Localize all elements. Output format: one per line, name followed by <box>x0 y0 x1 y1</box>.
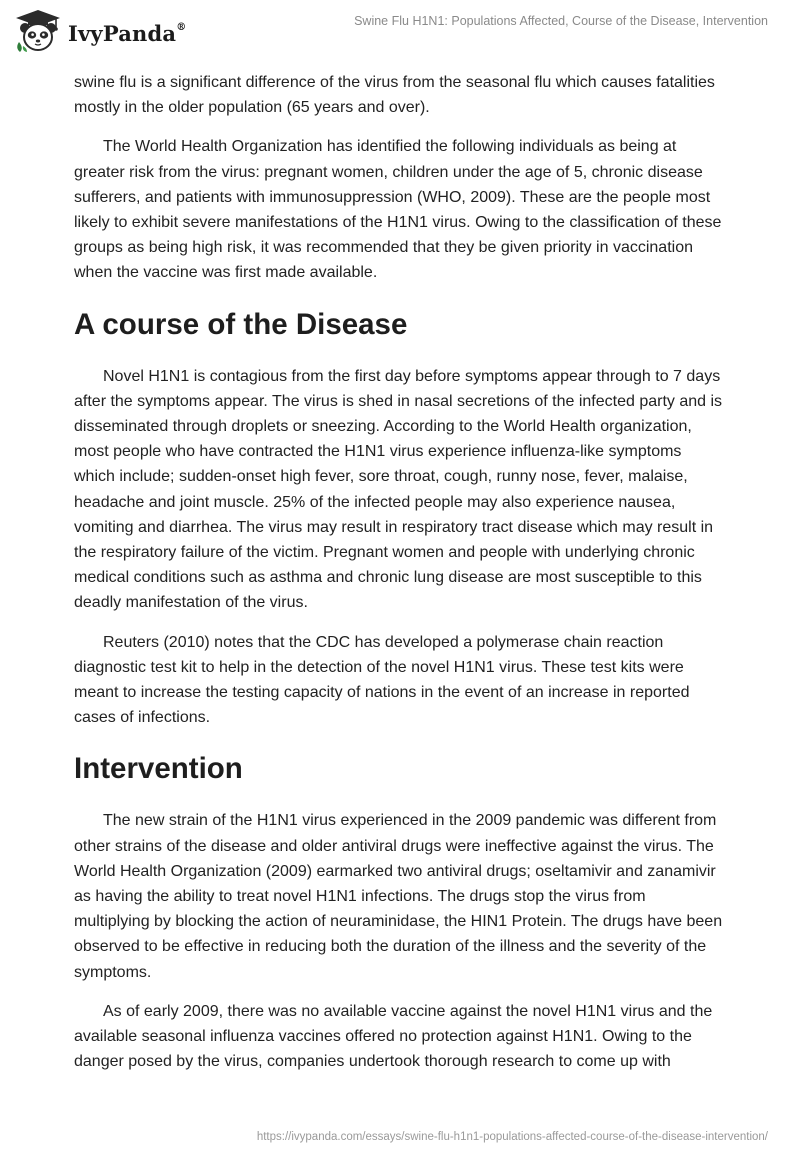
paragraph-1: swine flu is a significant difference of the virus from the seasonal flu which causes fatalities mostly in the older population (65 years and over). <box>74 74 715 117</box>
brand-name-text: IvyPanda <box>68 20 177 46</box>
document-title: Swine Flu H1N1: Populations Affected, Course of the Disease, Intervention <box>354 14 768 28</box>
source-url[interactable]: https://ivypanda.com/essays/swine-flu-h1n1-populations-affected-course-of-the-disease-intervention/ <box>256 1131 768 1143</box>
paragraph-4: Reuters (2010) notes that the CDC has developed a polymerase chain reaction diagnostic test kit to help in the detection of the novel H1N1 virus. These test kits were meant to increase the testing capacity of nations in the event of an increase in reported cases of infections. <box>74 633 690 727</box>
ivypanda-logo[interactable] <box>14 8 186 54</box>
paragraph-5: The new strain of the H1N1 virus experienced in the 2009 pandemic was different from other strains of the disease and older antiviral drugs were ineffective against the virus. The World Health Organization (2009) earmarked two antiviral drugs; oseltamivir and zanamivir as having the ability to treat novel H1N1 infections. The drugs stop the virus from multiplying by blocking the action of neuraminidase, the HIN1 Protein. The drugs have been observed to be effective in reducing both the duration of the illness and the severity of the symptoms. <box>74 812 723 981</box>
heading-course-of-disease: A course of the Disease <box>74 307 408 341</box>
paragraph-3: Novel H1N1 is contagious from the first day before symptoms appear through to 7 days after the symptoms appear. The virus is shed in nasal secretions of the infected party and is disseminated through droplets or sneezing. According to the World Health organization, most people who have contracted the H1N1 virus experience influenza-like symptoms which include; sudden-onset high fever, sore throat, cough, runny nose, fever, malaise, headache and joint muscle. 25% of the infected people may also experience nausea, vomiting and diarrhea. The virus may result in respiratory tract disease which may result in the respiratory failure of the victim. Pregnant women and people with underlying chronic medical conditions such as asthma and chronic lung disease are most susceptible to this deadly manifestation of the virus. <box>74 367 723 612</box>
paragraph-6: As of early 2009, there was no available vaccine against the novel H1N1 virus and the available seasonal influenza vaccines offered no protection against H1N1. Owing to the danger posed by the virus, companies undertook thorough research to come up with <box>74 1002 713 1071</box>
panda-graduate-icon <box>14 8 62 54</box>
registered-mark: ® <box>176 21 187 33</box>
essay-content <box>74 70 724 1075</box>
page-header <box>0 0 800 70</box>
heading-intervention: Intervention <box>74 752 243 786</box>
paragraph-2: The World Health Organization has identified the following individuals as being at greater risk from the virus: pregnant women, children under the age of 5, chronic disease sufferers, and patients with immunosuppression (WHO, 2009). These are the people most likely to exhibit severe manifestations of the H1N1 virus. Owing to the classification of these groups as being high risk, it was recommended that they be given priority in vaccination when the vaccine was first made available. <box>74 138 722 282</box>
brand-name <box>68 21 186 46</box>
